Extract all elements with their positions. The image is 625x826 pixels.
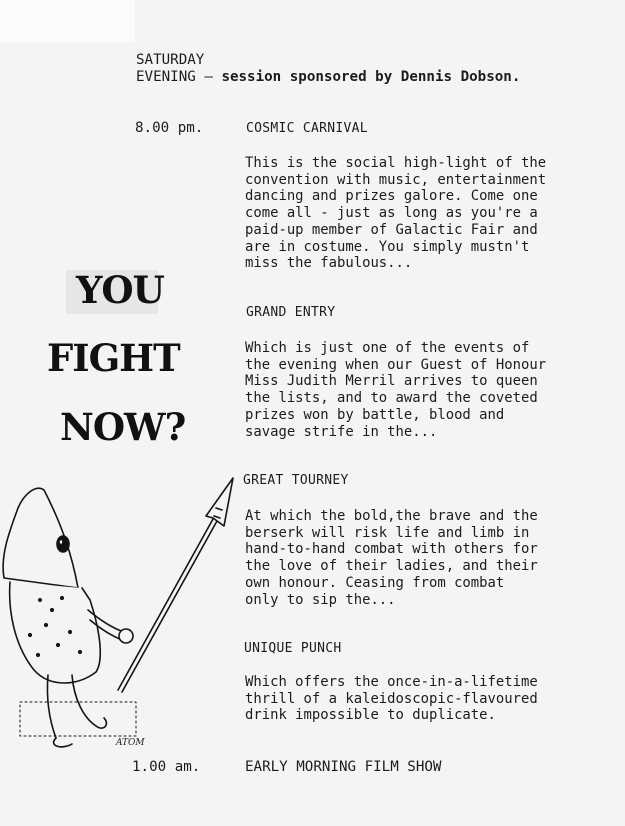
text-line: drink impossible to duplicate. [245, 707, 496, 724]
text-line: are in costume. You simply mustn't [245, 238, 530, 255]
text-line: come all - just as long as you're a [245, 205, 538, 222]
text-line: paid-up member of Galactic Fair and [245, 221, 538, 238]
event-title: EARLY MORNING FILM SHOW [245, 759, 442, 775]
text-line: convention with music, entertainment [245, 171, 547, 188]
event-title: GREAT TOURNEY [243, 473, 349, 488]
event-title: GRAND ENTRY [246, 305, 336, 320]
text-line: thrill of a kaleidoscopic-flavoured [245, 690, 538, 707]
event-time: 8.00 pm. [135, 120, 204, 136]
event-description [245, 340, 607, 440]
text-line: berserk will risk life and limb in [245, 524, 530, 541]
day-label: SATURDAY [136, 52, 205, 68]
text-line: At which the bold,the brave and the [245, 508, 538, 524]
text-line: Which offers the once-in-a-lifetime [245, 674, 538, 690]
text-line: Miss Judith Merril arrives to queen [245, 373, 538, 390]
text-line: own honour. Ceasing from combat [245, 574, 505, 591]
event-description [245, 155, 607, 272]
sponsor-text: session sponsored by Dennis Dobson. [221, 69, 521, 85]
event-title: UNIQUE PUNCH [244, 641, 342, 656]
text-line: the lists, and to award the coveted [245, 390, 538, 407]
text-line: dancing and prizes galore. Come one [245, 188, 538, 205]
session-line [136, 69, 520, 86]
slogan-fight: FIGHT [47, 336, 180, 380]
text-line: This is the social high-light of the [245, 155, 547, 171]
text-line: the evening when our Guest of Honour [245, 356, 547, 373]
text-line: only to sip the... [245, 591, 396, 608]
text-line: the love of their ladies, and their [245, 558, 538, 575]
event-description [245, 674, 607, 724]
text-line: savage strife in the... [245, 423, 438, 440]
text-line: hand-to-hand combat with others for [245, 541, 538, 558]
text-line: miss the fabulous... [245, 255, 413, 272]
knight-cartoon-illustration [0, 460, 240, 760]
slogan-you: YOU [76, 268, 164, 312]
event-time: 1.00 am. [132, 759, 201, 775]
dash: — [204, 69, 213, 85]
event-title: COSMIC CARNIVAL [246, 121, 368, 136]
text-line: Which is just one of the events of [245, 340, 530, 356]
event-description [245, 508, 607, 608]
paper-corner [0, 0, 135, 42]
slogan-now: NOW? [60, 405, 186, 449]
text-line: prizes won by battle, blood and [245, 406, 505, 423]
evening-label: EVENING [136, 69, 196, 85]
artist-signature: ATOM [116, 738, 145, 748]
